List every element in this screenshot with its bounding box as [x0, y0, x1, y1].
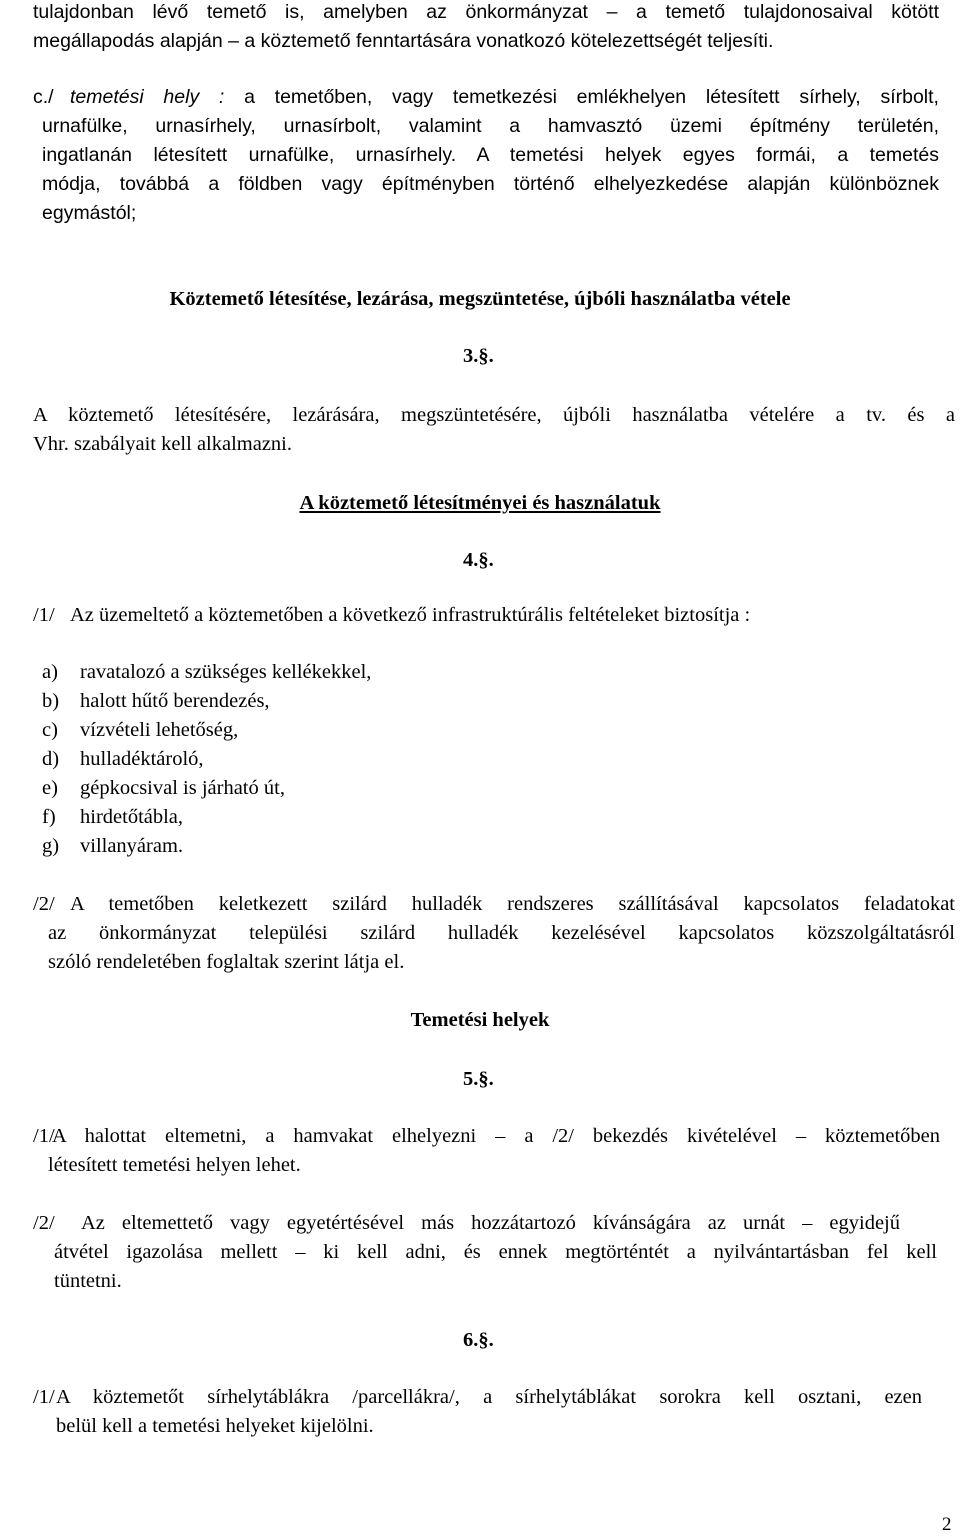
- section-5-p1-line-1: [52, 1122, 940, 1151]
- list-item-label: g): [42, 835, 60, 857]
- section-3-heading: Köztemető létesítése, lezárása, megszüntetése, újbóli használatba vétele: [169, 288, 791, 310]
- definition-c-line-5: egymástól;: [42, 202, 137, 224]
- section-6-p1-label: /1/: [33, 1386, 55, 1408]
- section-4-p2-label: /2/: [33, 893, 55, 915]
- section-5-heading: Temetési helyek: [410, 1009, 550, 1031]
- section-6-number: 6.§.: [463, 1329, 494, 1351]
- section-5-p2-line-1: Az eltemettető vagy egyetértésével más hozzátartozó kívánságára az urnát – egyidejű: [81, 1212, 900, 1234]
- intro-line-2: megállapodás alapján – a köztemető fenntartására vonatkozó kötelezettségét teljesíti.: [33, 30, 774, 52]
- list-item-text: villanyáram.: [80, 835, 184, 857]
- section-5-p1-line-1-text: A halottat eltemetni, a hamvakat elhelyezni – a /2/ bekezdés kivételével – köztemetőben: [52, 1125, 940, 1147]
- section-4-heading: A köztemető létesítményei és használatuk: [299, 492, 661, 514]
- list-item-text: halott hűtő berendezés,: [80, 690, 270, 712]
- page-number: 2: [942, 1514, 952, 1535]
- list-item-label: a): [42, 661, 58, 683]
- section-4-p1-text: Az üzemeltető a köztemetőben a következő infrastruktúrális feltételeket biztosítja :: [70, 604, 751, 626]
- section-4-p2-line-1: A temetőben keletkezett szilárd hulladék rendszeres szállításával kapcsolatos feladatokat: [70, 893, 955, 915]
- section-3-line-1: A köztemető létesítésére, lezárására, megszüntetésére, újbóli használatba vételére a tv. és a: [33, 404, 955, 426]
- section-5-p1-label: /1/: [33, 1125, 55, 1147]
- list-item-text: vízvételi lehetőség,: [80, 719, 239, 741]
- section-5-p2-line-2: átvétel igazolása mellett – ki kell adni, és ennek megtörténtét a nyilvántartásban fel kell: [54, 1241, 937, 1263]
- list-item-text: hulladéktároló,: [80, 748, 204, 770]
- definition-c-line-1: [70, 83, 939, 112]
- section-4-number: 4.§.: [463, 549, 494, 571]
- section-6-p1-line-1: A köztemetőt sírhelytáblákra /parcellákra/, a sírhelytáblákat sorokra kell osztani, ezen: [56, 1386, 922, 1408]
- list-item-text: gépkocsival is járható út,: [80, 777, 285, 799]
- section-5-p2-label: /2/: [33, 1212, 55, 1234]
- section-3-number: 3.§.: [463, 345, 494, 367]
- section-5-number: 5.§.: [463, 1068, 494, 1090]
- definition-marker: c.: [33, 86, 49, 108]
- list-item-label: d): [42, 748, 60, 770]
- definition-c: [33, 83, 54, 112]
- section-5-p1-line-2: létesített temetési helyen lehet.: [48, 1154, 301, 1176]
- definition-text: a temetőben, vagy temetkezési emlékhelyen létesített sírhely, sírbolt,: [244, 86, 939, 108]
- list-item-label: c): [42, 719, 58, 741]
- section-3-line-2: Vhr. szabályait kell alkalmazni.: [33, 433, 293, 455]
- definition-slash: /: [48, 86, 54, 108]
- section-6-p1-line-2: belül kell a temetési helyeket kijelölni.: [56, 1415, 374, 1437]
- section-4-p1-label: /1/: [33, 604, 55, 626]
- list-item-label: b): [42, 690, 60, 712]
- section-4-p2-line-3: szóló rendeletében foglaltak szerint látja el.: [48, 951, 405, 973]
- section-4-p2-line-2: az önkormányzat települési szilárd hulladék kezelésével kapcsolatos közszolgáltatásról: [48, 922, 955, 944]
- definition-c-line-2: urnafülke, urnasírhely, urnasírbolt, valamint a hamvasztó üzemi építmény területén,: [42, 115, 939, 137]
- definition-term: temetési hely :: [70, 86, 225, 108]
- section-5-p2-line-3: tüntetni.: [54, 1270, 122, 1292]
- intro-line-1: tulajdonban lévő temető is, amelyben az önkormányzat – a temető tulajdonosaival kötött: [33, 1, 939, 23]
- definition-c-line-4: módja, továbbá a földben vagy építményben történő elhelyezkedése alapján különböznek: [42, 173, 939, 195]
- definition-c-line-3: ingatlanán létesített urnafülke, urnasírhely. A temetési helyek egyes formái, a temetés: [42, 144, 939, 166]
- list-item-label: f): [42, 806, 56, 828]
- list-item-label: e): [42, 777, 58, 799]
- list-item-text: hirdetőtábla,: [80, 806, 184, 828]
- list-item-text: ravatalozó a szükséges kellékekkel,: [80, 661, 372, 683]
